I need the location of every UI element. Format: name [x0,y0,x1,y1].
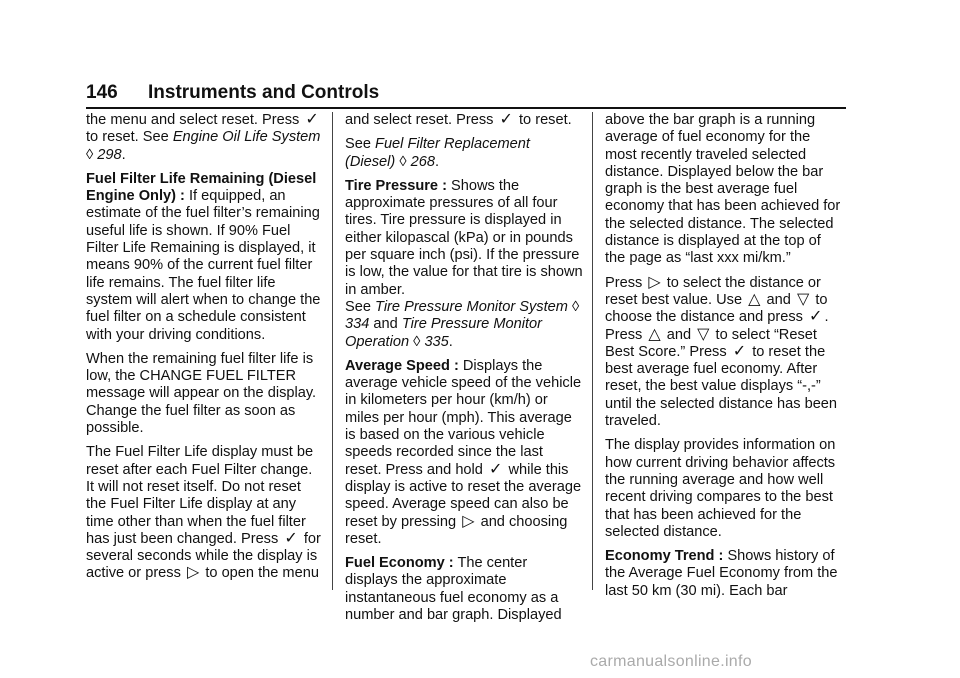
text: The center displays the approximate instantaneous fuel economy as a number and bar graph. Displayed [345,555,562,624]
text: . [121,146,126,163]
down-arrow-icon: ▽ [796,290,810,308]
paragraph [345,136,583,171]
check-icon: ✓ [305,111,319,128]
page-ref-icon: ◊ [571,298,580,315]
page-ref-icon: ◊ [86,146,94,163]
xref-link[interactable]: Tire Pressure Monitor Operation [345,316,543,350]
page-ref-icon: ◊ [399,153,407,170]
column-divider [332,112,333,590]
paragraph [86,444,324,582]
text-column-1 [86,112,324,590]
watermark-url: carmanualsonline.info [590,653,752,670]
xref-link[interactable]: Tire Pressure Monitor System [375,298,568,315]
header-rule [86,107,846,109]
text: while this display is active to reset the average speed. Average speed can also be reset by pressing [345,461,582,530]
paragraph-heading: Average Speed : [345,357,459,374]
paragraph: When the remaining fuel filter life is low, the CHANGE FUEL FILTER message will appear on the display. Change the fuel filter as soon as possible. [86,350,317,437]
text: Press [605,274,643,291]
paragraph: above the bar graph is a running average of fuel economy for the most recently traveled selected distance. Displayed below the bar graph is the best average fuel economy that has been achieved for the selected distance. The selected distance is displayed at the top of the page as “last xxx mi/km.” [605,112,841,267]
next-arrow-icon: ▷ [186,564,200,582]
column-divider [592,112,593,590]
text: to choose the distance and press [605,291,828,326]
text: for several seconds while the display is active or press [86,530,321,582]
paragraph-heading: Tire Pressure : [345,177,447,194]
paragraph [605,275,843,431]
page-ref-icon: ◊ [413,333,421,350]
down-arrow-icon: ▽ [697,325,710,343]
page-number: 146 [86,82,118,103]
up-arrow-icon: △ [748,290,761,308]
xref-link[interactable]: Engine Oil Life System [172,129,321,146]
check-icon: ✓ [284,529,298,547]
text: to select “Reset Best Score.” Press [605,326,817,360]
next-arrow-icon: ▷ [648,273,661,291]
text: and choosing reset. [345,513,568,547]
text: to reset the best average fuel economy. After reset, the best value displays “-,-” until the selected distance has been traveled. [605,343,838,430]
paragraph [605,548,843,600]
text: to select the distance or reset best value. Use [605,274,821,308]
paragraph [345,112,583,129]
text: to reset. [518,112,572,128]
paragraph [86,112,324,164]
text: and [373,316,398,333]
paragraph-heading: Fuel Filter Life Remaining (Diesel Engine Only) : [86,170,317,205]
xref-page[interactable]: 298 [97,146,122,163]
xref-page[interactable]: 268 [410,153,435,170]
check-icon: ✓ [809,308,823,326]
text: If equipped, an estimate of the fuel filter’s remaining useful life is shown. If 90% Fuel Filter Life Remaining is displayed, it means 90% of the current fuel filter life remains. The fuel filter life system will alert when to change the fuel filter on a schedule consistent with your driving conditions. [86,188,321,343]
paragraph [345,358,583,548]
paragraph [86,171,324,344]
paragraph-heading: Fuel Economy : [345,555,454,572]
paragraph [345,178,583,351]
text: to open the menu [205,565,319,582]
up-arrow-icon: △ [648,325,661,343]
text: See [345,136,371,153]
text: Press [605,326,643,343]
text: and [666,326,692,343]
text: . [824,309,829,326]
text: the menu and select reset. Press [86,112,300,128]
next-arrow-icon: ▷ [462,512,475,530]
paragraph: The display provides information on how current driving behavior affects the running average and how well recent driving compares to the best that has been achieved for the selected distance. [605,437,836,540]
text: and select reset. Press [345,112,494,128]
xref-link[interactable]: Fuel Filter Replacement (Diesel) [345,136,530,170]
text: Displays the average vehicle speed of the vehicle in kilometers per hour (km/h) or miles per hour (mph). This average is based on the various vehicle speeds recorded since the last reset. Press and hold [345,357,582,478]
text-column-2 [345,112,583,631]
section-title: Instruments and Controls [148,82,380,103]
check-icon: ✓ [488,460,503,478]
text: The Fuel Filter Life display must be reset after each Fuel Filter change. It will not reset itself. Do not reset the Fuel Filter Life display at any time other than when the fuel filter has just been changed. Press [86,444,314,547]
text: . [448,333,453,350]
check-icon: ✓ [732,342,747,360]
xref-page[interactable]: 334 [345,316,370,333]
text: to reset. See [86,129,169,146]
text: Shows history of the Average Fuel Economy from the last 50 km (30 mi). Each bar [605,548,838,599]
text-column-3 [605,112,843,607]
paragraph-heading: Economy Trend : [605,548,724,565]
check-icon: ✓ [499,111,513,128]
text: . [434,153,440,170]
xref-page[interactable]: 335 [424,333,449,350]
text: Shows the approximate pressures of all four tires. Tire pressure is displayed in either kilopascal (kPa) or in pounds per square inch (psi). If the pressure is low, the value for that tire is shown in amber. [345,177,583,298]
page-header [86,80,886,108]
text: See [345,298,371,315]
text: and [766,291,791,308]
paragraph [345,555,583,624]
